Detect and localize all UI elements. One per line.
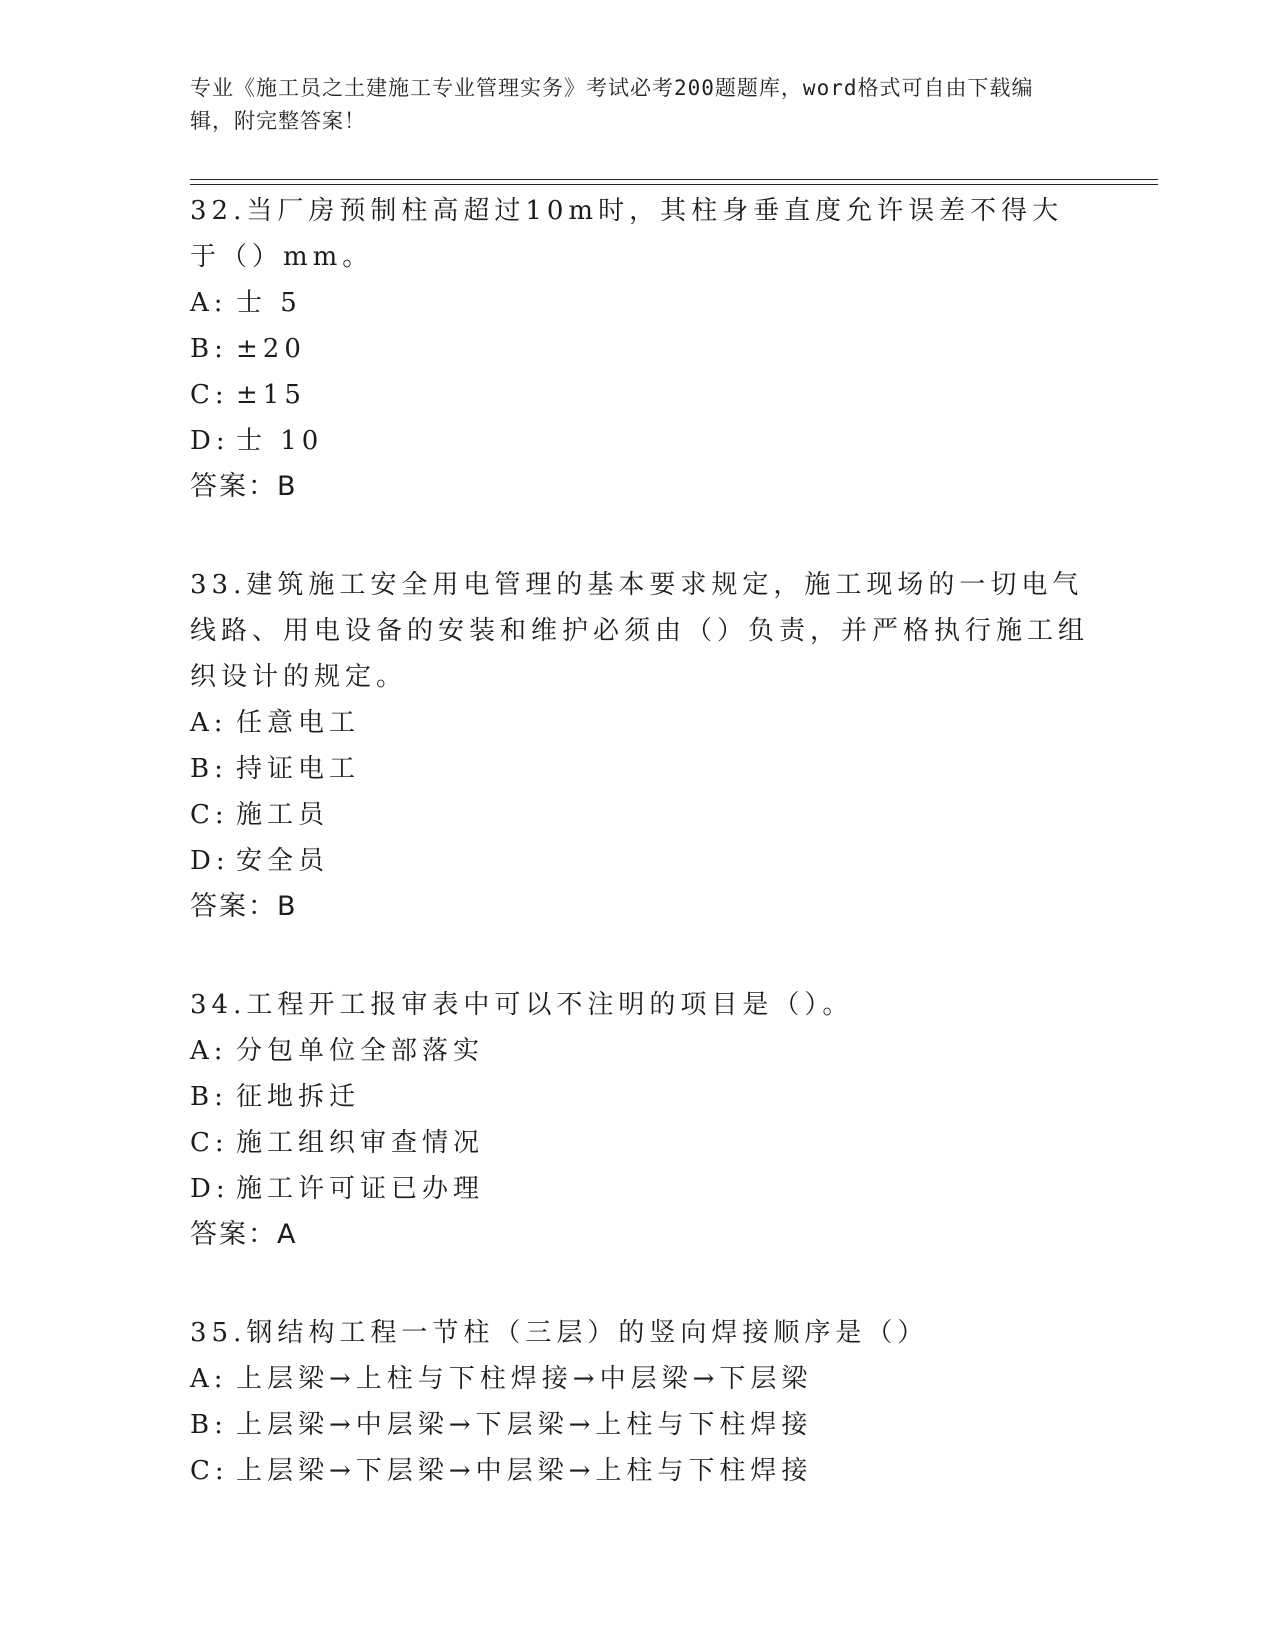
- option-d: [190, 838, 1090, 884]
- option-text: 上层梁→中层梁→下层梁→上柱与下柱焊接: [236, 1410, 813, 1440]
- option-text: ±20: [236, 334, 306, 364]
- option-key: C:: [190, 1128, 229, 1158]
- option-key: C:: [190, 380, 229, 410]
- question-stem: 34.工程开工报审表中可以不注明的项目是（）。: [190, 990, 854, 1020]
- option-key: A:: [190, 1036, 228, 1066]
- option-key: C:: [190, 800, 229, 830]
- option-a: [190, 280, 1090, 326]
- option-a: [190, 700, 1090, 746]
- option-text: 施工员: [236, 800, 330, 830]
- question-34: [190, 982, 1090, 1258]
- answer-line: 答案：A: [190, 1219, 298, 1250]
- question-33: [190, 562, 1090, 930]
- option-b: [190, 746, 1090, 792]
- option-c: [190, 1448, 1090, 1494]
- option-text: 安全员: [236, 846, 330, 876]
- option-text: 上层梁→上柱与下柱焊接→中层梁→下层梁: [236, 1364, 813, 1394]
- header-rule-bottom: [190, 184, 1158, 185]
- option-c: [190, 372, 1090, 418]
- option-c: [190, 792, 1090, 838]
- question-32: [190, 188, 1090, 510]
- option-key: A:: [190, 1364, 228, 1394]
- option-text: 任意电工: [236, 708, 361, 738]
- document-header: 专业《施工员之土建施工专业管理实务》考试必考200题题库，word格式可自由下载编辑，附完整答案！: [190, 76, 1034, 133]
- question-stem: 33.建筑施工安全用电管理的基本要求规定，施工现场的一切电气线路、用电设备的安装和维护必须由（）负责，并严格执行施工组织设计的规定。: [190, 570, 1090, 692]
- option-a: [190, 1028, 1090, 1074]
- option-b: [190, 1402, 1090, 1448]
- option-key: D:: [190, 426, 230, 456]
- answer-line: 答案：B: [190, 891, 298, 922]
- option-c: [190, 1120, 1090, 1166]
- question-stem: 35.钢结构工程一节柱（三层）的竖向焊接顺序是（）: [190, 1318, 929, 1348]
- option-text: 施工组织审查情况: [236, 1128, 485, 1158]
- option-text: 士 10: [236, 426, 324, 456]
- question-list: [190, 188, 1090, 1494]
- answer-line: 答案：B: [190, 471, 298, 502]
- option-b: [190, 1074, 1090, 1120]
- option-key: D:: [190, 846, 230, 876]
- option-text: 上层梁→下层梁→中层梁→上柱与下柱焊接: [236, 1456, 813, 1486]
- option-key: B:: [190, 1082, 228, 1112]
- option-text: 分包单位全部落实: [236, 1036, 485, 1066]
- option-key: D:: [190, 1174, 230, 1204]
- option-key: B:: [190, 334, 228, 364]
- option-a: [190, 1356, 1090, 1402]
- option-d: [190, 1166, 1090, 1212]
- option-d: [190, 418, 1090, 464]
- option-b: [190, 326, 1090, 372]
- option-text: ±15: [236, 380, 306, 410]
- option-key: B:: [190, 1410, 228, 1440]
- option-text: 征地拆迁: [236, 1082, 361, 1112]
- question-35: [190, 1310, 1090, 1494]
- header-rule-top: [190, 179, 1158, 180]
- option-text: 持证电工: [236, 754, 361, 784]
- option-key: B:: [190, 754, 228, 784]
- option-key: A:: [190, 708, 228, 738]
- option-key: C:: [190, 1456, 229, 1486]
- option-text: 施工许可证已办理: [236, 1174, 485, 1204]
- option-text: 士 5: [236, 288, 302, 318]
- option-key: A:: [190, 288, 228, 318]
- question-stem: 32.当厂房预制柱高超过10m时，其柱身垂直度允许误差不得大于（）mm。: [190, 196, 1064, 272]
